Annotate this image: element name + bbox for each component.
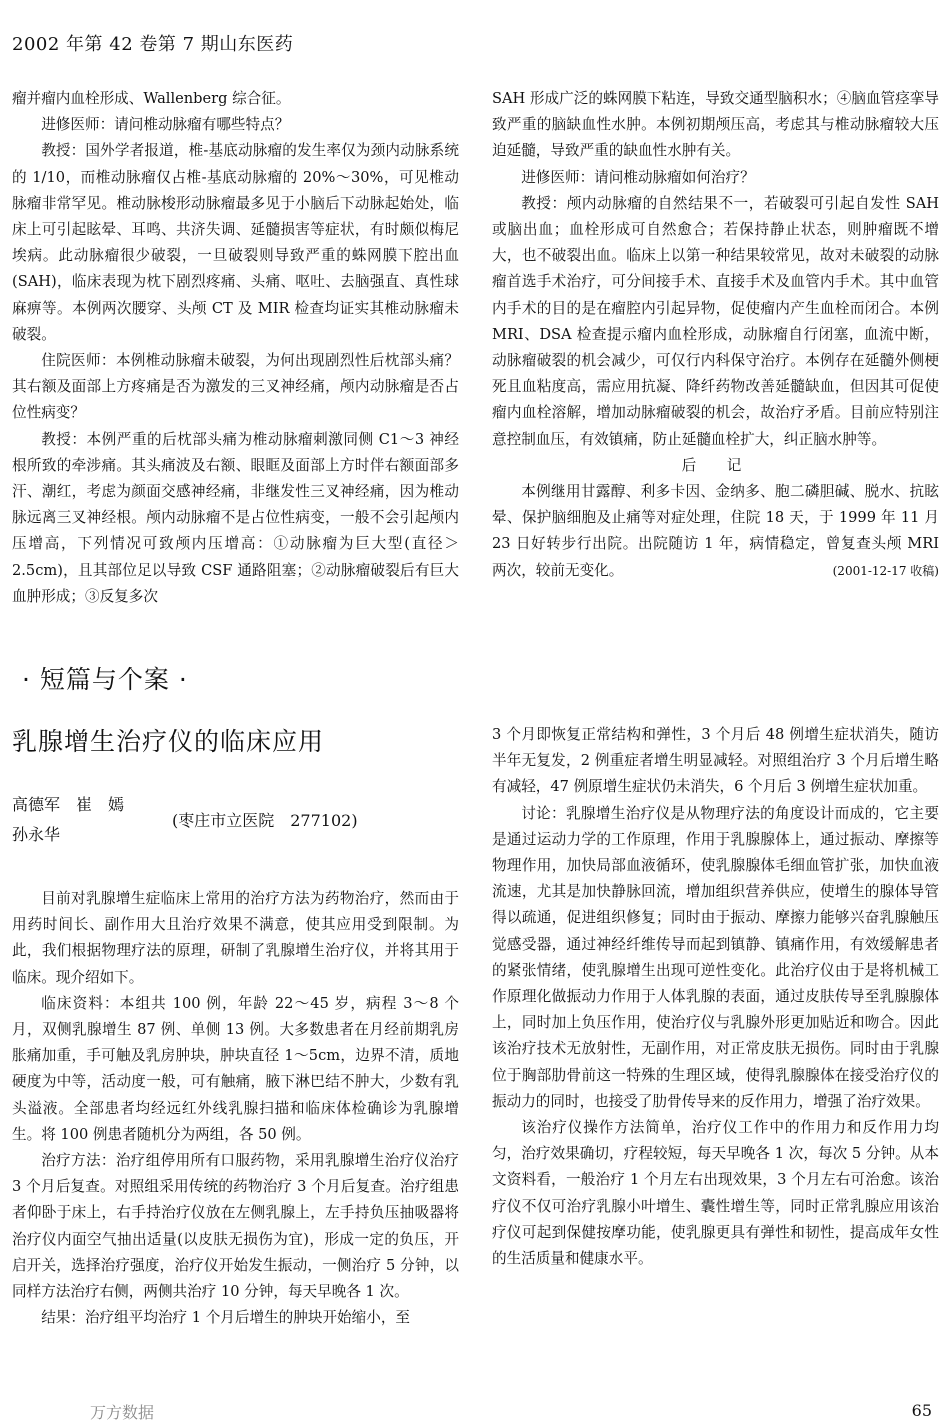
section-heading: · 短篇与个案 · <box>22 665 188 694</box>
paragraph: 进修医师：请问椎动脉瘤如何治疗？ <box>521 168 755 186</box>
page-number: 65 <box>911 1401 932 1420</box>
paragraph: 治疗方法：治疗组停用所有口服药物，采用乳腺增生治疗仪治疗 3 个月后复查。对照组采用传统的药物治疗 3 个月后复查。治疗组患者仰卧于床上，右手持治疗仪放在左侧乳腺上，左手持负压抽吸器将治疗仪内面空气抽出适量(以皮肤无损伤为宜)，形成一定的负压，开启开关，选择治疗强度，治疗仪开始发生振动，一侧治疗 5 分钟，以同样方法治疗右侧，两侧共治疗 10 分钟，每天早晚各 1 次。 <box>12 1152 459 1301</box>
article2-title: 乳腺增生治疗仪的临床应用 <box>12 727 325 756</box>
paragraph: 3 个月即恢复正常结构和弹性，3 个月后 48 例增生症状消失，随访半年无复发，2 例重症者增生明显减轻。对照组治疗 3 个月后增生略有减轻，47 例原增生症状仍未消失，6 个月后 3 例增生症状加重。 <box>492 726 939 796</box>
paragraph: 该治疗仪操作方法简单，治疗仪工作中的作用力和反作用力均匀，治疗效果确切，疗程较短，每天早晚各 1 次，每次 5 分钟。从本文资料看，一般治疗 1 个月左右出现效果，3 个月左右可治愈。该治疗仪不仅可治疗乳腺小叶增生、囊性增生等，同时正常乳腺应用该治疗仪可起到保健按摩功能，使乳腺更具有弹性和韧性，提高成年女性的生活质量和健康水平。 <box>492 1119 939 1268</box>
paragraph: 目前对乳腺增生症临床上常用的治疗方法为药物治疗，然而由于用药时间长、副作用大且治疗效果不满意，使其应用受到限制。为此，我们根据物理疗法的原理，研制了乳腺增生治疗仪，并将其用于临床。现介绍如下。 <box>12 890 459 986</box>
postscript-heading: 后 记 <box>681 456 750 474</box>
article2-right-column <box>492 722 939 1272</box>
postscript-paragraph <box>492 479 939 584</box>
paragraph: 教授：本例严重的后枕部头痛为椎动脉瘤刺激同侧 C1～3 神经根所致的牵涉痛。其头痛波及右额、眼眶及面部上方时伴右额面部多汗、潮红，考虑为颜面交感神经痛，非继发性三叉神经痛，因为椎动脉远离三叉神经根。颅内动脉瘤不是占位性病变，一般不会引起颅内压增高，下列情况可致颅内压增高：①动脉瘤为巨大型(直径＞2.5cm)，且其部位足以导致 CSF 通路阻塞；②动脉瘤破裂后有巨大血肿形成；③反复多次 <box>12 430 459 605</box>
article2-left-column <box>12 886 459 1331</box>
authors-line: 孙永华 <box>12 825 61 844</box>
watermark: 万方数据 <box>90 1403 155 1422</box>
article1-left-column <box>12 86 459 610</box>
affiliation: (枣庄市立医院 277102) <box>172 811 358 830</box>
paragraph: 瘤并瘤内血栓形成、Wallenberg 综合征。 <box>12 90 291 107</box>
running-head: 2002 年第 42 卷第 7 期山东医药 <box>12 34 294 55</box>
paragraph: 住院医师：本例椎动脉瘤未破裂，为何出现剧烈性后枕部头痛？其右额及面部上方疼痛是否为激发的三叉神经痛，颅内动脉瘤是否占位性病变？ <box>12 352 459 422</box>
postscript-text: 本例继用甘露醇、利多卡因、金纳多、胞二磷胆碱、脱水、抗眩晕、保护脑细胞及止痛等对症处理，住院 18 天，于 1999 年 11 月 23 日好转步行出院。出院随访 1 年，病情稳定，曾复查头颅 MRI 两次，较前无变化。 <box>492 483 939 579</box>
paragraph: SAH 形成广泛的蛛网膜下粘连，导致交通型脑积水；④脑血管痉挛导致严重的脑缺血性水肿。本例初期颅压高，考虑其与椎动脉瘤较大压迫延髓，导致严重的缺血性水肿有关。 <box>492 90 939 160</box>
paragraph: 教授：国外学者报道，椎-基底动脉瘤的发生率仅为颈内动脉系统的 1/10，而椎动脉瘤仅占椎-基底动脉瘤的 20%～30%，可见椎动脉瘤非常罕见。椎动脉梭形动脉瘤最多见于小脑后下动脉起始处，临床上可引起眩晕、耳鸣、共济失调、延髓损害等症状，有时颇似梅尼埃病。此动脉瘤很少破裂，一旦破裂则导致严重的蛛网膜下腔出血(SAH)，临床表现为枕下剧烈疼痛、头痛、呕吐、去脑强直、真性球麻痹等。本例两次腰穿、头颅 CT 及 MIR 检查均证实其椎动脉瘤未破裂。 <box>12 142 459 343</box>
author-list <box>12 790 124 850</box>
paragraph: 结果：治疗组平均治疗 1 个月后增生的肿块开始缩小，至 <box>41 1309 411 1327</box>
article1-right-column <box>492 86 939 584</box>
received-date: (2001-12-17 收稿) <box>832 563 939 578</box>
paragraph: 教授：颅内动脉瘤的自然结果不一，若破裂可引起自发性 SAH 或脑出血；血栓形成可自然愈合；若保持静止状态，则肿瘤既不增大，也不破裂出血。临床上以第一种结果较常见，故对未破裂的动脉瘤首选手术治疗，可分间接手术、直接手术及血管内手术。其中血管内手术的目的是在瘤腔内引起异物，促使瘤内产生血栓而闭合。本例 MRI、DSA 检查提示瘤内血栓形成，动脉瘤自行闭塞，血流中断，动脉瘤破裂的机会减少，可仅行内科保守治疗。本例存在延髓外侧梗死且血粘度高，需应用抗凝、降纤药物改善延髓缺血，但因其可促使瘤内血栓溶解，增加动脉瘤破裂的机会，故治疗矛盾。目前应特别注意控制血压，有效镇痛，防止延髓血栓扩大，纠正脑水肿等。 <box>492 194 939 448</box>
paragraph: 临床资料：本组共 100 例，年龄 22～45 岁，病程 3～8 个月，双侧乳腺增生 87 例、单侧 13 例。大多数患者在月经前期乳房胀痛加重，手可触及乳房肿块，肿块直径 1～5cm，边界不清，质地硬度为中等，活动度一般，可有触痛，腋下淋巴结不肿大，少数有乳头溢液。全部患者均经远红外线乳腺扫描和临床体检确诊为乳腺增生。将 100 例患者随机分为两组，各 50 例。 <box>12 994 459 1143</box>
authors-line: 高德军 崔 嫣 <box>12 795 125 814</box>
paragraph: 讨论：乳腺增生治疗仪是从物理疗法的角度设计而成的，它主要是通过运动力学的工作原理，作用于乳腺腺体上，通过振动、摩擦等物理作用，加快局部血液循环，使乳腺腺体毛细血管扩张，加快血液流速，尤其是加快静脉回流，增加组织营养供应，使增生的腺体导管得以疏通，促进组织修复；同时由于振动、摩擦力能够兴奋乳腺触压觉感受器，通过神经纤维传导而起到镇静、镇痛作用，有效缓解患者的紧张情绪，使乳腺增生出现可逆性变化。此治疗仪由于是将机械工作原理化做振动力作用于人体乳腺的表面，通过皮肤传导至乳腺腺体上，同时加上负压作用，使治疗仪与乳腺外形更加贴近和吻合。因此该治疗技术无放射性，无副作用，对正常皮肤无损伤。同时由于乳腺位于胸部肋骨前这一特殊的生理区域，使得乳腺腺体在接受治疗仪的振动力的同时，也接受了肋骨传导来的反作用力，增强了治疗效果。 <box>492 804 939 1110</box>
paragraph: 进修医师：请问椎动脉瘤有哪些特点？ <box>41 116 290 134</box>
